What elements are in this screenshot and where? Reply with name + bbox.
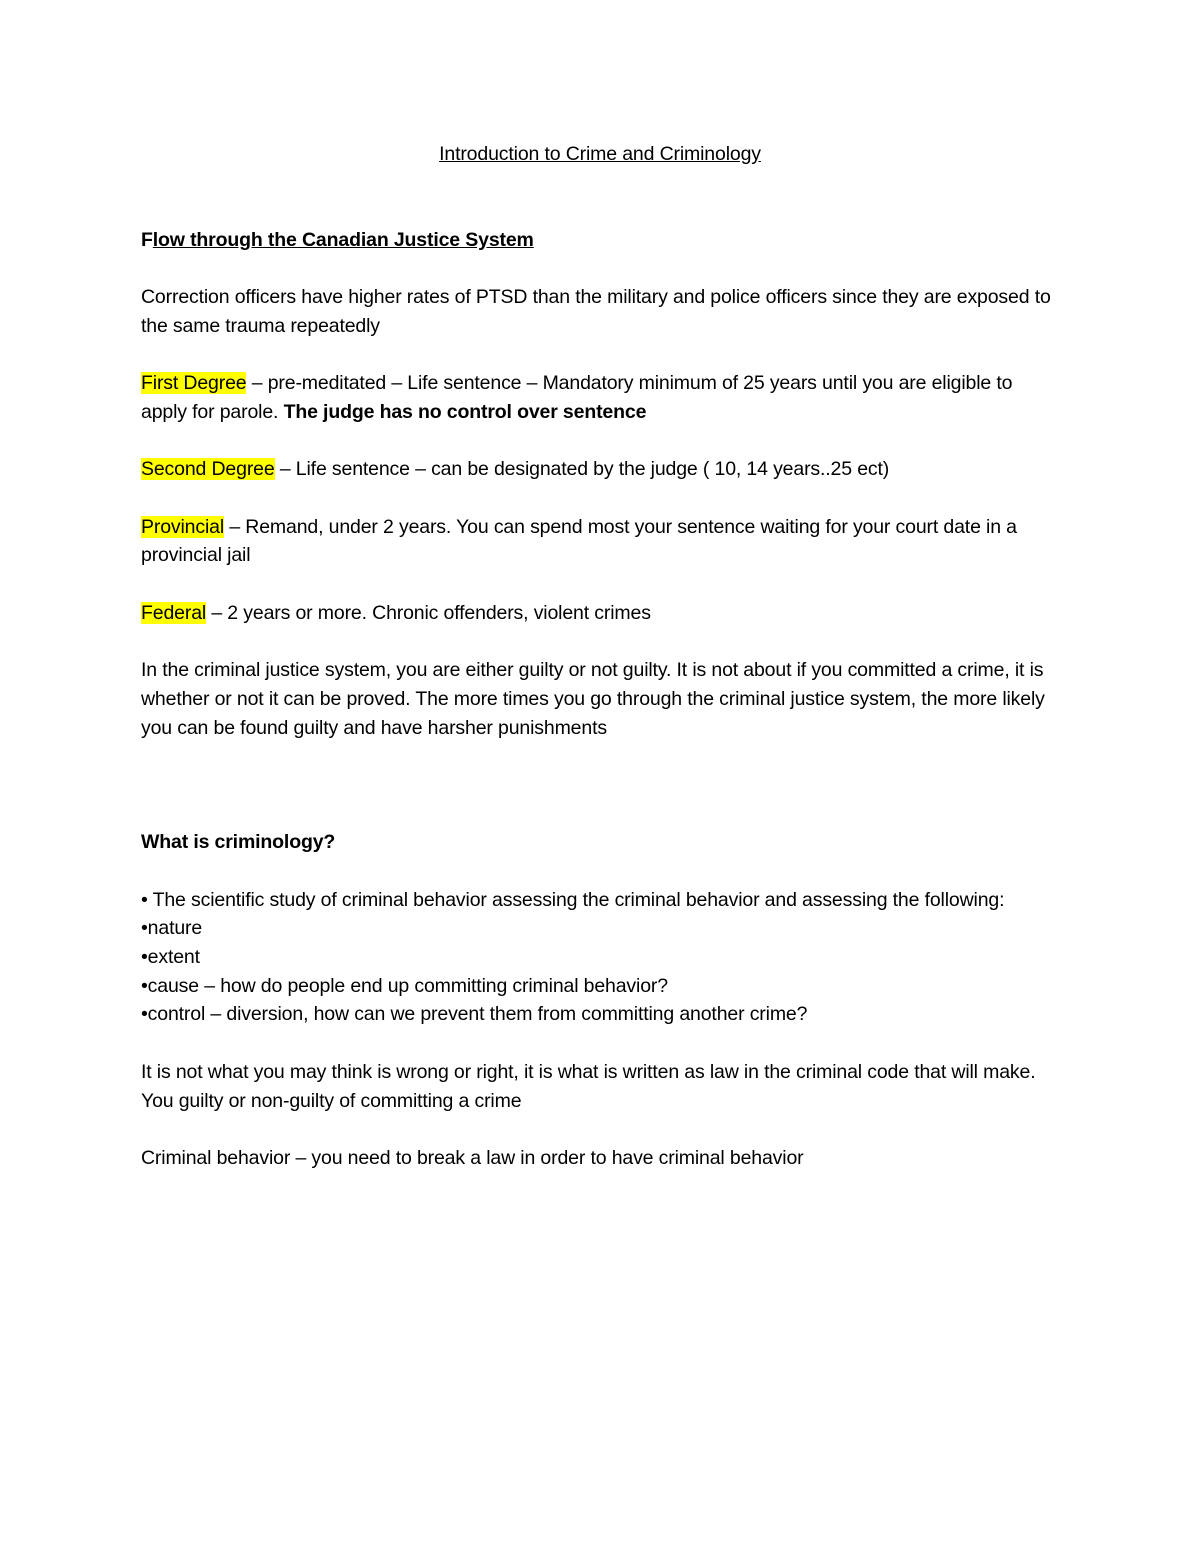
provincial-term: Provincial (141, 515, 225, 538)
section-heading-criminology: What is criminology? (141, 831, 336, 854)
guilt-paragraph: In the criminal justice system, you are either guilty or not guilty. It is not about if you committed a crime, it is whether or not it can be proved. The more times you go through the criminal justice system, the more likely you can be found guilty and have harsher punishments (141, 659, 1045, 739)
first-degree-paragraph (141, 369, 1059, 426)
second-degree-term: Second Degree (141, 458, 275, 481)
first-degree-bold-note: The judge has no control over sentence (283, 400, 647, 423)
federal-text: – 2 years or more. Chronic offenders, violent crimes (206, 601, 651, 624)
list-item-extent: •extent (141, 946, 200, 969)
list-item-nature: •nature (141, 917, 203, 940)
section-heading-justice-system (141, 226, 1059, 255)
first-degree-text: – pre-meditated – Life sentence – Mandatory minimum of 25 years until you are eligible to apply for parole. (141, 372, 1013, 423)
list-item-cause: •cause – how do people end up committing criminal behavior? (141, 974, 668, 997)
criminal-behavior-paragraph: Criminal behavior – you need to break a law in order to have criminal behavior (141, 1146, 804, 1169)
second-degree-paragraph (141, 455, 1059, 484)
provincial-paragraph (141, 513, 1059, 570)
federal-paragraph (141, 599, 1059, 628)
federal-term: Federal (141, 601, 207, 624)
law-paragraph: It is not what you may think is wrong or right, it is what is written as law in the criminal code that will make. You guilty or non-guilty of committing a crime (141, 1060, 1036, 1112)
second-degree-text: – Life sentence – can be designated by the judge ( 10, 14 years..25 ect) (274, 458, 890, 481)
provincial-text: – Remand, under 2 years. You can spend most your sentence waiting for your court date in a provincial jail (141, 515, 1017, 567)
heading-first-letter: F (141, 228, 153, 251)
ptsd-paragraph: Correction officers have higher rates of PTSD than the military and police officers since they are exposed to the same trauma repeatedly (141, 286, 1051, 337)
document-body (141, 140, 1059, 1173)
criminology-definition: • The scientific study of criminal behavior assessing the criminal behavior and assessing the following: (141, 888, 1005, 911)
list-item-control: •control – diversion, how can we prevent them from committing another crime? (141, 1003, 808, 1026)
first-degree-term: First Degree (141, 372, 247, 395)
document-title: Introduction to Crime and Criminology (439, 143, 761, 165)
heading-rest: low through the Canadian Justice System (152, 228, 534, 251)
